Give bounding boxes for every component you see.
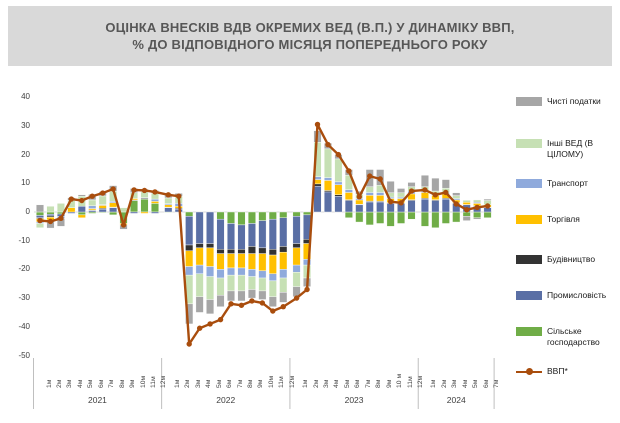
year-label: 2024 bbox=[446, 395, 466, 405]
gdp-point bbox=[239, 303, 244, 308]
y-axis-tick-label: 30 bbox=[21, 120, 30, 130]
gdp-point bbox=[422, 187, 427, 192]
year-label: 2023 bbox=[344, 395, 364, 405]
bar-segment bbox=[238, 291, 246, 301]
gdp-point bbox=[443, 190, 448, 195]
month-tick-label: 4м bbox=[461, 379, 469, 388]
bar-segment bbox=[366, 195, 374, 201]
bar-segment bbox=[324, 192, 332, 212]
bar-segment bbox=[442, 212, 450, 223]
bar-segment bbox=[280, 252, 288, 269]
legend-swatch bbox=[516, 139, 542, 148]
y-axis-tick-label: -50 bbox=[18, 350, 30, 360]
legend-label: Торгівля bbox=[547, 214, 580, 224]
month-tick-label: 10м bbox=[139, 375, 147, 388]
legend-item bbox=[516, 214, 580, 225]
bar-segment bbox=[248, 269, 256, 276]
legend-item bbox=[516, 254, 595, 265]
month-tick-label: 6м bbox=[482, 379, 490, 388]
bar-segment bbox=[280, 278, 288, 292]
gdp-point bbox=[398, 200, 403, 205]
month-tick-label: 2м bbox=[312, 379, 320, 388]
bar-segment bbox=[165, 205, 173, 207]
bar-segment bbox=[293, 265, 301, 272]
bar-segment bbox=[217, 249, 225, 253]
y-axis-tick-label: -20 bbox=[18, 264, 30, 274]
bar-segment bbox=[151, 203, 159, 212]
bar-segment bbox=[238, 225, 246, 249]
bar-segment bbox=[57, 203, 65, 212]
bar-segment bbox=[206, 300, 214, 314]
legend-label: ВВП* bbox=[547, 366, 568, 376]
bar-segment bbox=[259, 221, 267, 248]
bar-segment bbox=[463, 216, 471, 220]
bar-segment bbox=[206, 244, 214, 248]
y-axis-tick-label: 20 bbox=[21, 149, 30, 159]
bar-segment bbox=[217, 295, 225, 306]
y-axis-tick-label: 10 bbox=[21, 178, 30, 188]
bar-segment bbox=[78, 212, 86, 215]
bar-segment bbox=[463, 200, 471, 202]
bar-segment bbox=[196, 265, 204, 274]
bar-segment bbox=[376, 192, 384, 195]
bar-segment bbox=[227, 268, 235, 275]
bar-segment bbox=[68, 208, 76, 212]
gdp-point bbox=[48, 219, 53, 224]
bar-segment bbox=[324, 180, 332, 190]
bar-segment bbox=[206, 212, 214, 244]
bar-segment bbox=[269, 219, 277, 249]
month-tick-label: 1м bbox=[45, 379, 53, 388]
gdp-point bbox=[294, 295, 299, 300]
legend-swatch bbox=[516, 179, 542, 188]
gdp-point bbox=[346, 168, 351, 173]
gdp-point bbox=[304, 287, 309, 292]
month-tick-label: 11м bbox=[278, 376, 286, 388]
gdp-point bbox=[474, 205, 479, 210]
legend-label: Сільське господарство bbox=[547, 326, 600, 347]
bar-segment bbox=[99, 196, 107, 205]
page-title-line2: % ДО ВІДПОВІДНОГО МІСЯЦЯ ПОПЕРЕДНЬОГО РОКУ bbox=[132, 37, 488, 52]
bar-segment bbox=[109, 203, 117, 207]
bar-segment bbox=[227, 249, 235, 253]
bar-segment bbox=[484, 199, 492, 200]
gdp-point bbox=[197, 326, 202, 331]
gdp-point bbox=[249, 298, 254, 303]
bar-segment bbox=[89, 209, 97, 210]
gdp-point bbox=[187, 341, 192, 346]
bar-segment bbox=[259, 212, 267, 221]
month-tick-label: 7м bbox=[108, 379, 116, 388]
bar-segment bbox=[376, 195, 384, 201]
page-title-line1: ОЦІНКА ВНЕСКІВ ВДВ ОКРЕМИХ ВЕД (В.П.) У ДИНАМІКУ ВВП, bbox=[105, 20, 515, 35]
month-tick-label: 5м bbox=[343, 379, 351, 388]
bar-segment bbox=[324, 190, 332, 191]
bar-segment bbox=[196, 244, 204, 248]
bar-segment bbox=[356, 205, 364, 212]
gdp-point bbox=[367, 173, 372, 178]
gdp-point bbox=[218, 317, 223, 322]
bar-segment bbox=[36, 212, 44, 215]
legend-label: Промисловість bbox=[547, 290, 607, 300]
month-tick-label: 5м bbox=[215, 379, 223, 388]
bar-segment bbox=[248, 246, 256, 253]
bar-segment bbox=[442, 180, 450, 189]
bar-segment bbox=[421, 212, 429, 226]
month-tick-label: 4м bbox=[333, 379, 341, 388]
bar-segment bbox=[473, 200, 481, 202]
year-label: 2022 bbox=[216, 395, 236, 405]
month-tick-label: 10 м bbox=[396, 373, 404, 388]
gdp-point bbox=[152, 189, 157, 194]
bar-segment bbox=[314, 186, 322, 212]
bar-segment bbox=[345, 201, 353, 212]
legend-label: Будівництво bbox=[547, 254, 596, 264]
bar-segment bbox=[238, 268, 246, 275]
bar-segment bbox=[484, 212, 492, 218]
month-tick-label: 6м bbox=[354, 379, 362, 388]
bar-segment bbox=[248, 223, 256, 246]
gdp-point bbox=[260, 300, 265, 305]
legend-item bbox=[516, 138, 618, 160]
gdp-point bbox=[315, 122, 320, 127]
gdp-point bbox=[176, 194, 181, 199]
bar-segment bbox=[408, 182, 416, 186]
bar-segment bbox=[68, 212, 76, 213]
bar-segment bbox=[432, 212, 440, 228]
bar-segment bbox=[217, 278, 225, 295]
legend-item bbox=[516, 366, 568, 377]
bar-segment bbox=[366, 212, 374, 225]
bar-segment bbox=[109, 208, 117, 212]
bar-segment bbox=[151, 212, 159, 213]
month-tick-label: 3м bbox=[451, 379, 459, 388]
bar-segment bbox=[432, 201, 440, 212]
month-tick-label: 5м bbox=[87, 379, 95, 388]
bar-segment bbox=[345, 212, 353, 218]
bar-segment bbox=[293, 272, 301, 286]
bar-segment bbox=[227, 291, 235, 301]
bar-segment bbox=[269, 212, 277, 219]
legend-item bbox=[516, 178, 588, 189]
legend-dot-icon bbox=[526, 368, 533, 375]
gdp-point bbox=[485, 203, 490, 208]
gdp-point bbox=[142, 188, 147, 193]
month-tick-label: 4м bbox=[76, 379, 84, 388]
legend-swatch bbox=[516, 215, 542, 224]
bar-segment bbox=[151, 201, 159, 203]
gdp-point bbox=[388, 199, 393, 204]
bar-segment bbox=[206, 248, 214, 267]
bar-segment bbox=[78, 195, 86, 196]
bar-segment bbox=[453, 196, 461, 199]
bar-segment bbox=[47, 206, 55, 212]
y-axis-tick-label: 40 bbox=[21, 92, 30, 102]
month-tick-label: 6м bbox=[97, 379, 105, 388]
bar-segment bbox=[238, 254, 246, 268]
bar-segment bbox=[185, 216, 193, 245]
bar-segment bbox=[217, 269, 225, 278]
bar-segment bbox=[185, 212, 193, 216]
bar-segment bbox=[130, 212, 138, 213]
bar-segment bbox=[36, 205, 44, 212]
bar-segment bbox=[269, 281, 277, 297]
y-axis-tick-label: -30 bbox=[18, 293, 30, 303]
bar-segment bbox=[206, 277, 214, 300]
bar-segment bbox=[89, 206, 97, 209]
bar-segment bbox=[165, 198, 173, 204]
bar-segment bbox=[293, 248, 301, 265]
year-label: 2021 bbox=[88, 395, 107, 405]
bar-segment bbox=[47, 212, 55, 214]
bar-segment bbox=[293, 244, 301, 248]
bar-segment bbox=[120, 208, 128, 212]
month-tick-label: 8м bbox=[118, 379, 126, 388]
gdp-point bbox=[336, 152, 341, 157]
month-tick-label: 3м bbox=[323, 379, 330, 388]
bar-segment bbox=[269, 297, 277, 307]
bar-segment bbox=[248, 277, 256, 290]
month-tick-label: 9м bbox=[385, 379, 393, 388]
bar-segment bbox=[421, 192, 429, 198]
bar-segment bbox=[345, 190, 353, 193]
legend-swatch bbox=[516, 255, 542, 264]
bar-segment bbox=[238, 275, 246, 291]
month-tick-label: 12м bbox=[417, 375, 425, 388]
bar-segment bbox=[376, 202, 384, 212]
bar-segment bbox=[280, 212, 288, 218]
bar-segment bbox=[366, 202, 374, 212]
bar-segment bbox=[408, 212, 416, 219]
bar-segment bbox=[185, 267, 193, 276]
legend-label: Чисті податки bbox=[547, 96, 601, 106]
gdp-point bbox=[37, 218, 42, 223]
month-tick-label: 9м bbox=[257, 379, 265, 388]
gdp-point bbox=[378, 176, 383, 181]
bar-segment bbox=[280, 246, 288, 252]
bar-segment bbox=[78, 215, 86, 218]
bar-segment bbox=[421, 175, 429, 186]
gdp-line-marker-icon bbox=[516, 367, 542, 376]
bar-segment bbox=[463, 212, 471, 216]
bar-segment bbox=[248, 254, 256, 270]
bar-segment bbox=[408, 201, 416, 212]
bar-segment bbox=[269, 255, 277, 274]
bar-segment bbox=[185, 245, 193, 251]
month-tick-label: 5м bbox=[472, 379, 480, 388]
bar-segment bbox=[217, 219, 225, 249]
bar-segment bbox=[78, 206, 86, 212]
month-tick-label: 6м bbox=[226, 379, 234, 388]
bar-segment bbox=[227, 212, 235, 223]
bar-segment bbox=[269, 249, 277, 255]
bar-segment bbox=[259, 278, 267, 291]
legend-item bbox=[516, 96, 601, 107]
gdp-point bbox=[433, 192, 438, 197]
month-tick-label: 1м bbox=[430, 379, 438, 388]
bar-segment bbox=[397, 193, 405, 197]
bar-segment bbox=[89, 200, 97, 206]
gdp-point bbox=[357, 194, 362, 199]
bar-segment bbox=[345, 192, 353, 199]
bar-segment bbox=[165, 208, 173, 212]
y-axis-tick-label: 0 bbox=[25, 207, 30, 216]
bar-segment bbox=[109, 212, 117, 215]
bar-segment bbox=[432, 178, 440, 191]
month-tick-label: 2м bbox=[184, 379, 192, 388]
gdp-point bbox=[100, 190, 105, 195]
bar-segment bbox=[376, 212, 384, 223]
legend-swatch bbox=[516, 97, 542, 106]
legend-item bbox=[516, 326, 618, 348]
bar-segment bbox=[463, 202, 471, 204]
gdp-point bbox=[90, 194, 95, 199]
bar-segment bbox=[196, 274, 204, 297]
gdp-point bbox=[166, 192, 171, 197]
bar-segment bbox=[36, 223, 44, 227]
bar-segment bbox=[238, 212, 246, 225]
bar-segment bbox=[227, 254, 235, 268]
legend-swatch bbox=[516, 291, 542, 300]
gdp-point bbox=[110, 186, 115, 191]
legend-label: Інші ВЕД (В ЦІЛОМУ) bbox=[547, 138, 594, 159]
month-tick-label: 11м bbox=[150, 376, 157, 388]
month-tick-label: 3м bbox=[194, 379, 202, 388]
bar-segment bbox=[335, 185, 343, 195]
month-tick-label: 1м bbox=[173, 379, 181, 388]
month-tick-label: 9м bbox=[129, 379, 137, 388]
bar-segment bbox=[293, 216, 301, 243]
bar-segment bbox=[269, 274, 277, 281]
bar-segment bbox=[259, 254, 267, 271]
bar-segment bbox=[335, 182, 343, 185]
bar-segment bbox=[387, 212, 395, 226]
month-tick-label: 2м bbox=[440, 379, 448, 388]
legend-item bbox=[516, 290, 606, 301]
gdp-point bbox=[464, 207, 469, 212]
bar-segment bbox=[217, 212, 225, 219]
y-axis-tick-label: -10 bbox=[18, 235, 30, 245]
gdp-point bbox=[409, 188, 414, 193]
bar-segment bbox=[151, 199, 159, 201]
month-tick-label: 8м bbox=[375, 379, 383, 388]
gdp-point bbox=[69, 196, 74, 201]
bar-segment bbox=[397, 212, 405, 223]
bar-segment bbox=[356, 200, 364, 204]
bar-segment bbox=[442, 199, 450, 212]
bar-segment bbox=[89, 211, 97, 212]
gdp-point bbox=[270, 308, 275, 313]
gdp-point bbox=[207, 321, 212, 326]
bar-segment bbox=[324, 149, 332, 178]
month-tick-label: 11м bbox=[406, 376, 414, 388]
bar-segment bbox=[335, 196, 343, 212]
y-axis-tick-label: -40 bbox=[18, 321, 30, 331]
bar-segment bbox=[335, 159, 343, 182]
bar-segment bbox=[36, 215, 44, 217]
bar-segment bbox=[248, 289, 256, 298]
bar-segment bbox=[217, 254, 225, 270]
gdp-point bbox=[228, 301, 233, 306]
gdp-point bbox=[79, 198, 84, 203]
bar-segment bbox=[356, 212, 364, 222]
bar-segment bbox=[421, 199, 429, 212]
bar-segment bbox=[280, 218, 288, 247]
bar-segment bbox=[387, 203, 395, 212]
bar-segment bbox=[324, 178, 332, 181]
bar-segment bbox=[259, 248, 267, 254]
bar-segment bbox=[206, 267, 214, 277]
legend-label: Транспорт bbox=[547, 178, 588, 188]
gdp-point bbox=[131, 187, 136, 192]
bar-segment bbox=[99, 205, 107, 208]
bar-segment bbox=[99, 209, 107, 212]
bar-segment bbox=[89, 212, 97, 213]
bar-segment bbox=[280, 292, 288, 302]
bar-segment bbox=[453, 193, 461, 196]
month-tick-label: 7м bbox=[236, 379, 244, 388]
gdp-point bbox=[281, 304, 286, 309]
bar-segment bbox=[387, 181, 395, 192]
bar-segment bbox=[453, 212, 461, 222]
bar-segment bbox=[473, 218, 481, 219]
gdp-point bbox=[58, 216, 63, 221]
month-tick-label: 10м bbox=[267, 375, 275, 388]
bar-segment bbox=[259, 271, 267, 278]
month-tick-label: 7м bbox=[493, 379, 501, 388]
bar-segment bbox=[141, 199, 149, 212]
bar-segment bbox=[303, 212, 311, 215]
bar-segment bbox=[47, 214, 55, 216]
bar-segment bbox=[238, 249, 246, 253]
bar-segment bbox=[196, 297, 204, 313]
bar-segment bbox=[141, 212, 149, 213]
bar-segment bbox=[293, 212, 301, 216]
bar-segment bbox=[248, 212, 256, 223]
gdp-point bbox=[121, 222, 126, 227]
bar-segment bbox=[196, 212, 204, 244]
month-tick-label: 3м bbox=[66, 379, 74, 388]
bar-segment bbox=[185, 251, 193, 267]
bar-segment bbox=[397, 188, 405, 192]
bar-segment bbox=[227, 223, 235, 249]
bar-segment bbox=[227, 275, 235, 291]
month-tick-label: 2м bbox=[55, 379, 63, 388]
month-tick-label: 8м bbox=[246, 379, 254, 388]
bar-segment bbox=[366, 192, 374, 195]
bar-segment bbox=[335, 195, 343, 196]
month-tick-label: 4м bbox=[205, 379, 213, 388]
month-tick-label: 12м bbox=[288, 375, 296, 388]
bar-segment bbox=[366, 187, 374, 193]
gdp-point bbox=[325, 142, 330, 147]
bar-segment bbox=[280, 269, 288, 278]
month-tick-label: 1м bbox=[302, 379, 310, 388]
bar-segment bbox=[196, 248, 204, 265]
month-tick-label: 12м bbox=[160, 375, 168, 388]
gdp-point bbox=[454, 201, 459, 206]
legend-swatch bbox=[516, 327, 542, 336]
bar-segment bbox=[473, 212, 481, 218]
month-tick-label: 7м bbox=[364, 379, 372, 388]
bar-segment bbox=[259, 291, 267, 300]
